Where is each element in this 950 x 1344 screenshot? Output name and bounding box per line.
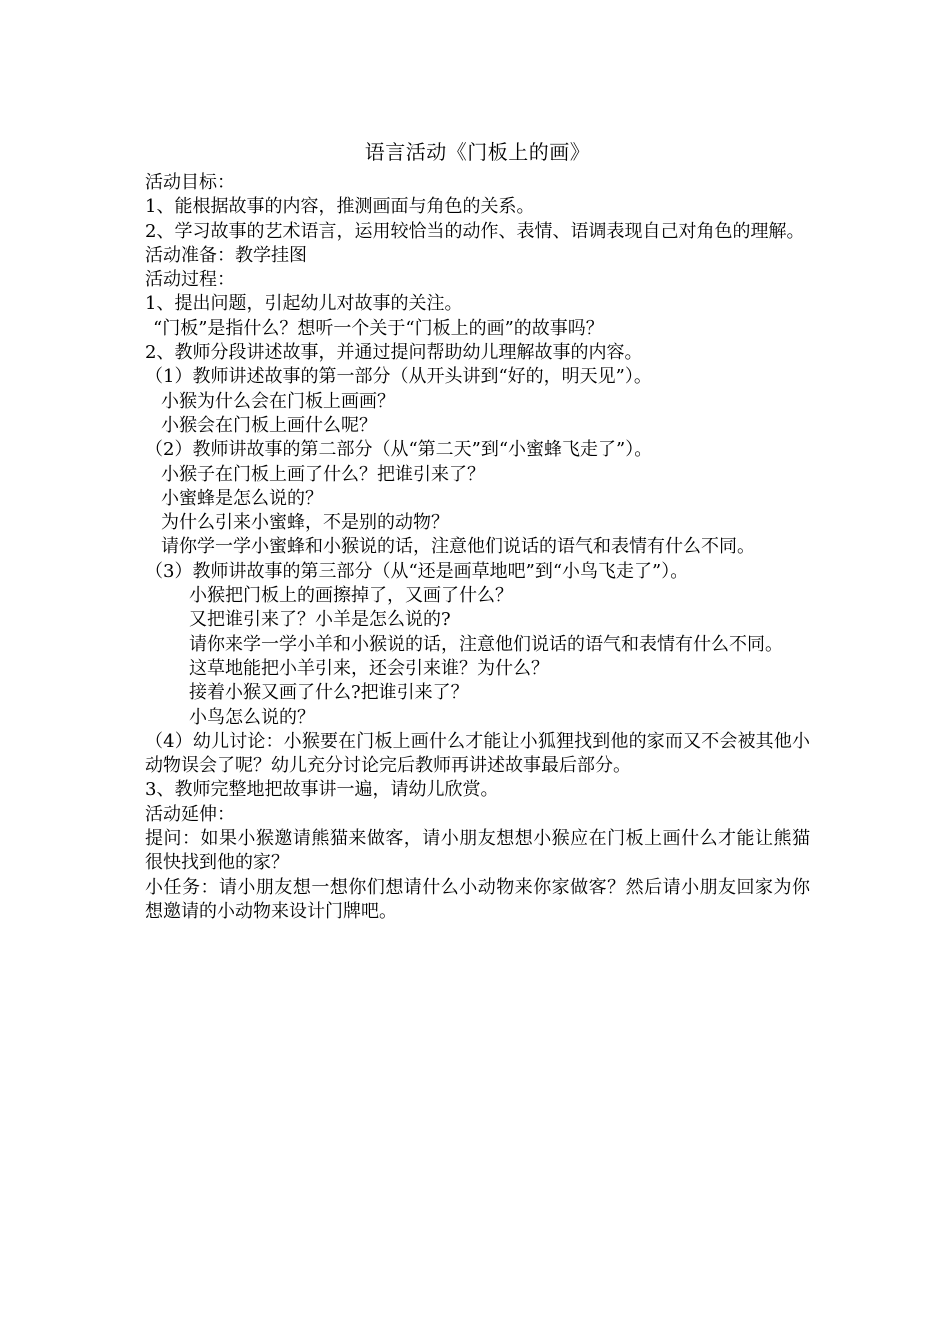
paragraph-line: 小猴子在门板上画了什么？把谁引来了？ (161, 463, 485, 485)
paragraph-line: 请你来学一学小羊和小猴说的话，注意他们说话的语气和表情有什么不同。 (189, 633, 783, 655)
paragraph-line: 1、提出问题，引起幼儿对故事的关注。 (145, 293, 463, 315)
paragraph-line: 3、教师完整地把故事讲一遍，请幼儿欣赏。 (145, 779, 499, 801)
paragraph-line: 活动延伸： (145, 803, 235, 825)
paragraph-line: 这草地能把小羊引来，还会引来谁？为什么？ (189, 657, 549, 679)
paragraph-line: 为什么引来小蜜蜂，不是别的动物？ (161, 512, 449, 534)
paragraph-line: （2）教师讲故事的第二部分（从“第二天”到“小蜜蜂飞走了”）。 (145, 439, 653, 461)
paragraph-line: 活动准备：教学挂图 (145, 244, 307, 266)
paragraph-line: 2、教师分段讲述故事，并通过提问帮助幼儿理解故事的内容。 (145, 342, 643, 364)
paragraph-line: （1）教师讲述故事的第一部分（从开头讲到“好的，明天见”）。 (145, 366, 652, 388)
paragraph-line: （4）幼儿讨论：小猴要在门板上画什么才能让小狐狸找到他的家而又不会被其他小动物误会了呢？幼儿充分讨论完后教师再讲述故事最后部分。 (145, 730, 810, 777)
paragraph-line: 小鸟怎么说的？ (189, 706, 315, 728)
paragraph-line: 提问：如果小猴邀请熊猫来做客，请小朋友想想小猴应在门板上画什么才能让熊猫很快找到他的家？ (145, 828, 810, 874)
document-title: 语言活动《门板上的画》 (364, 140, 591, 164)
paragraph-line: （3）教师讲故事的第三部分（从“还是画草地吧”到“小鸟飞走了”）。 (145, 560, 689, 582)
document-page (145, 137, 810, 924)
paragraph-line: 活动目标： (145, 172, 235, 193)
paragraph-line: 小蜜蜂是怎么说的？ (161, 487, 323, 509)
paragraph-line: 2、学习故事的艺术语言，运用较恰当的动作、表情、语调表现自己对角色的理解。 (145, 220, 805, 242)
paragraph-line: 活动过程： (145, 269, 235, 291)
paragraph-line: 小猴会在门板上画什么呢？ (161, 414, 377, 436)
paragraph-line: “门板”是指什么？想听一个关于“门板上的画”的故事吗？ (153, 317, 604, 339)
paragraph-line: 1、能根据故事的内容，推测画面与角色的关系。 (145, 196, 535, 218)
paragraph-line: 小猴把门板上的画擦掉了，又画了什么？ (189, 585, 513, 607)
paragraph-line: 接着小猴又画了什么?把谁引来了？ (189, 682, 469, 704)
paragraph-line: 小任务：请小朋友想一想你们想请什么小动物来你家做客？然后请小朋友回家为你想邀请的小动物来设计门牌吧。 (145, 876, 810, 922)
paragraph-line: 小猴为什么会在门板上画画？ (161, 390, 395, 412)
paragraph-line: 又把谁引来了？小羊是怎么说的? (189, 609, 451, 631)
document-body (145, 171, 810, 924)
paragraph-line: 请你学一学小蜜蜂和小猴说的话，注意他们说话的语气和表情有什么不同。 (161, 536, 755, 558)
